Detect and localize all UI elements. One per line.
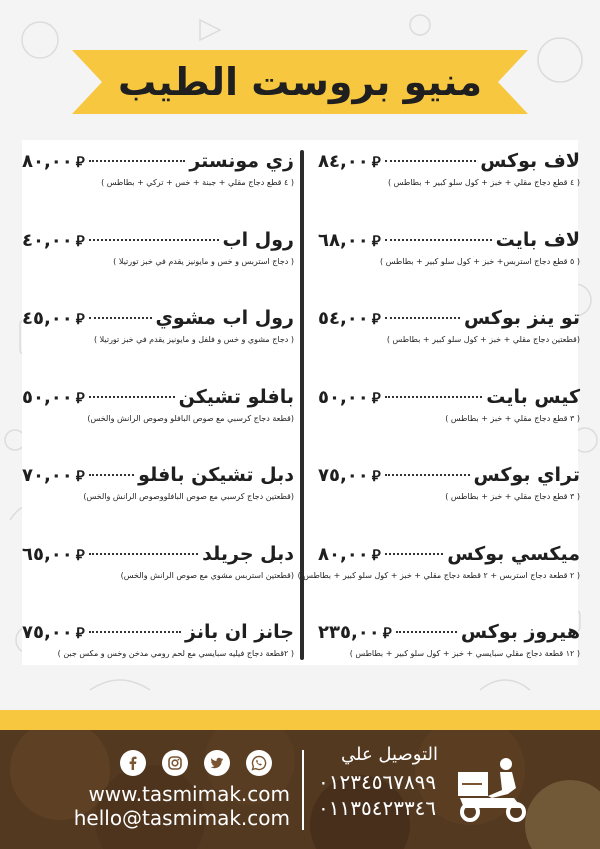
price-value: ٤٠,٠٠ bbox=[22, 229, 73, 251]
item-description: ( ٥ قطع دجاج استربس+ خبز + كول سلو كبير + بطاطس ) bbox=[380, 256, 580, 266]
item-name: لاف بايت bbox=[495, 228, 580, 251]
menu-item bbox=[22, 464, 294, 543]
currency-icon: ⃁ bbox=[75, 624, 85, 642]
website-link[interactable]: www.tasmimak.com bbox=[88, 782, 290, 806]
dot-leader bbox=[89, 317, 152, 319]
item-description: ( ٣ قطع دجاج مقلي + خبز + بطاطس ) bbox=[445, 413, 580, 423]
menu-item bbox=[22, 621, 294, 700]
item-description: ( ٢ قطعة دجاج استربس + ٢ قطعة دجاج مقلي + خبز + كول سلو كبير + بطاطس ) bbox=[297, 570, 580, 580]
item-name: ميكسي بوكس bbox=[447, 542, 580, 565]
currency-icon: ⃁ bbox=[371, 388, 381, 407]
currency-icon: ⃁ bbox=[371, 545, 381, 564]
item-price bbox=[318, 544, 381, 565]
phone-number-2[interactable]: ٠١١٣٥٤٢٣٣٤٦ bbox=[318, 796, 437, 820]
item-price bbox=[22, 387, 85, 408]
item-description: ( ٣ قطع دجاج مقلي + خبز + بطاطس ) bbox=[445, 492, 580, 501]
price-value: ٨٤,٠٠ bbox=[318, 151, 369, 172]
dot-leader bbox=[385, 396, 482, 398]
dot-leader bbox=[89, 160, 186, 162]
item-name: لاف بوكس bbox=[480, 150, 580, 172]
item-price bbox=[22, 622, 85, 643]
currency-icon: ⃁ bbox=[75, 153, 85, 171]
currency-icon: ⃁ bbox=[75, 310, 85, 328]
delivery-label: التوصيل علي bbox=[341, 744, 438, 765]
price-value: ٢٣٥,٠٠ bbox=[318, 622, 380, 643]
item-description: ( دجاج استربس و خس و مايونيز يقدم في خبز تورتيلا ) bbox=[113, 256, 294, 266]
price-value: ٧٥,٠٠ bbox=[318, 465, 369, 486]
dot-leader bbox=[396, 631, 457, 633]
item-name: كيس بايت bbox=[486, 385, 580, 408]
item-description: ( دجاج مشوي و خس و فلفل و مايونيز يقدم في خبز تورتيلا ) bbox=[93, 335, 294, 344]
menu-item bbox=[318, 307, 580, 386]
currency-icon: ⃁ bbox=[75, 231, 85, 250]
dot-leader bbox=[385, 553, 444, 555]
menu-item bbox=[22, 307, 294, 386]
item-name: جانز ان بانز bbox=[185, 621, 294, 643]
menu-item bbox=[318, 386, 580, 465]
price-value: ٧٥,٠٠ bbox=[22, 622, 73, 643]
twitter-icon[interactable] bbox=[204, 750, 230, 776]
item-name: رول اب مشوي bbox=[155, 307, 294, 329]
item-description: ( ٢قطعة دجاج فيليه سبايسي مع لحم رومي مدخن وخس و مكس جبن ) bbox=[57, 649, 294, 658]
item-price bbox=[22, 465, 85, 486]
item-name: بافلو تشيكن bbox=[178, 385, 294, 408]
item-price bbox=[318, 622, 392, 643]
item-price bbox=[22, 308, 85, 329]
price-value: ٥٠,٠٠ bbox=[318, 386, 369, 408]
price-value: ٥٤,٠٠ bbox=[318, 308, 369, 329]
facebook-icon[interactable] bbox=[120, 750, 146, 776]
menu-item bbox=[318, 229, 580, 308]
dot-leader bbox=[385, 317, 460, 319]
item-name: تراي بوكس bbox=[473, 464, 580, 486]
currency-icon: ⃁ bbox=[75, 467, 85, 485]
menu-item bbox=[22, 386, 294, 465]
dot-leader bbox=[385, 160, 476, 162]
price-value: ٨٠,٠٠ bbox=[22, 151, 73, 172]
item-name: تو ينز بوكس bbox=[464, 307, 580, 329]
whatsapp-icon[interactable] bbox=[246, 750, 272, 776]
dot-leader bbox=[89, 553, 198, 555]
item-price bbox=[22, 544, 85, 565]
item-description: ( ١٢ قطعة دجاج مقلي سبايسي + خبز + كول سلو كبير + بطاطس ) bbox=[349, 649, 580, 658]
dot-leader bbox=[89, 474, 134, 476]
social-links bbox=[120, 750, 272, 776]
item-name: هيروز بوكس bbox=[460, 621, 580, 643]
item-description: ( ٤ قطع دجاج مقلي + جبنة + خس + تركي + بطاطس ) bbox=[101, 178, 294, 187]
column-divider bbox=[300, 150, 304, 660]
item-price bbox=[22, 151, 85, 172]
menu-item bbox=[318, 464, 580, 543]
menu-column-left bbox=[22, 150, 294, 700]
currency-icon: ⃁ bbox=[371, 467, 381, 485]
menu-item bbox=[22, 150, 294, 229]
item-price bbox=[318, 387, 381, 408]
currency-icon: ⃁ bbox=[382, 624, 392, 642]
item-description: (قطعتين استربس مشوي مع صوص الرانش والخس) bbox=[120, 570, 294, 580]
email-link[interactable]: hello@tasmimak.com bbox=[73, 806, 290, 830]
item-price bbox=[318, 465, 381, 486]
menu-item bbox=[22, 229, 294, 308]
price-value: ٦٥,٠٠ bbox=[22, 543, 73, 565]
menu-item bbox=[318, 150, 580, 229]
page-title: منيو بروست الطيب bbox=[118, 60, 483, 104]
phone-number-1[interactable]: ٠١٢٣٤٥٦٧٨٩٩ bbox=[318, 770, 437, 794]
item-description: (قطعة دجاج كرسبي مع صوص البافلو وصوص الرانش والخس) bbox=[87, 413, 294, 423]
item-name: دبل جريلد bbox=[202, 542, 294, 565]
menu-item bbox=[297, 542, 580, 622]
item-name: زي مونستر bbox=[189, 150, 294, 172]
item-description: (قطعتين دجاج كرسبي مع صوص البافلووصوص الرانش والخس) bbox=[83, 492, 294, 501]
item-price bbox=[318, 230, 381, 251]
menu-item bbox=[318, 621, 580, 700]
dot-leader bbox=[385, 474, 470, 476]
currency-icon: ⃁ bbox=[371, 310, 381, 328]
footer-divider bbox=[302, 750, 304, 830]
dot-leader bbox=[89, 631, 181, 633]
instagram-icon[interactable] bbox=[162, 750, 188, 776]
price-value: ٥٠,٠٠ bbox=[22, 386, 73, 408]
menu-column-right bbox=[297, 150, 580, 700]
item-name: دبل تشيكن بافلو bbox=[138, 464, 294, 486]
menu-item bbox=[22, 543, 294, 622]
item-description: (قطعتين دجاج مقلي + خبز + كول سلو كبير + بطاطس ) bbox=[386, 335, 580, 344]
item-name: رول اب bbox=[222, 228, 294, 251]
item-price bbox=[318, 151, 381, 172]
price-value: ٤٥,٠٠ bbox=[22, 308, 73, 329]
price-value: ٦٨,٠٠ bbox=[318, 229, 369, 251]
dot-leader bbox=[89, 239, 219, 241]
dot-leader bbox=[385, 239, 492, 241]
item-description: ( ٤ قطع دجاج مقلي + خبز + كول سلو كبير + بطاطس ) bbox=[388, 178, 580, 187]
footer bbox=[0, 730, 600, 849]
price-value: ٧٠,٠٠ bbox=[22, 465, 73, 486]
currency-icon: ⃁ bbox=[75, 388, 85, 407]
currency-icon: ⃁ bbox=[75, 545, 85, 564]
item-price bbox=[318, 308, 381, 329]
item-price bbox=[22, 230, 85, 251]
currency-icon: ⃁ bbox=[371, 153, 381, 171]
currency-icon: ⃁ bbox=[371, 231, 381, 250]
delivery-scooter-icon bbox=[452, 754, 532, 824]
price-value: ٨٠,٠٠ bbox=[318, 543, 369, 565]
dot-leader bbox=[89, 396, 175, 398]
accent-band bbox=[0, 710, 600, 730]
